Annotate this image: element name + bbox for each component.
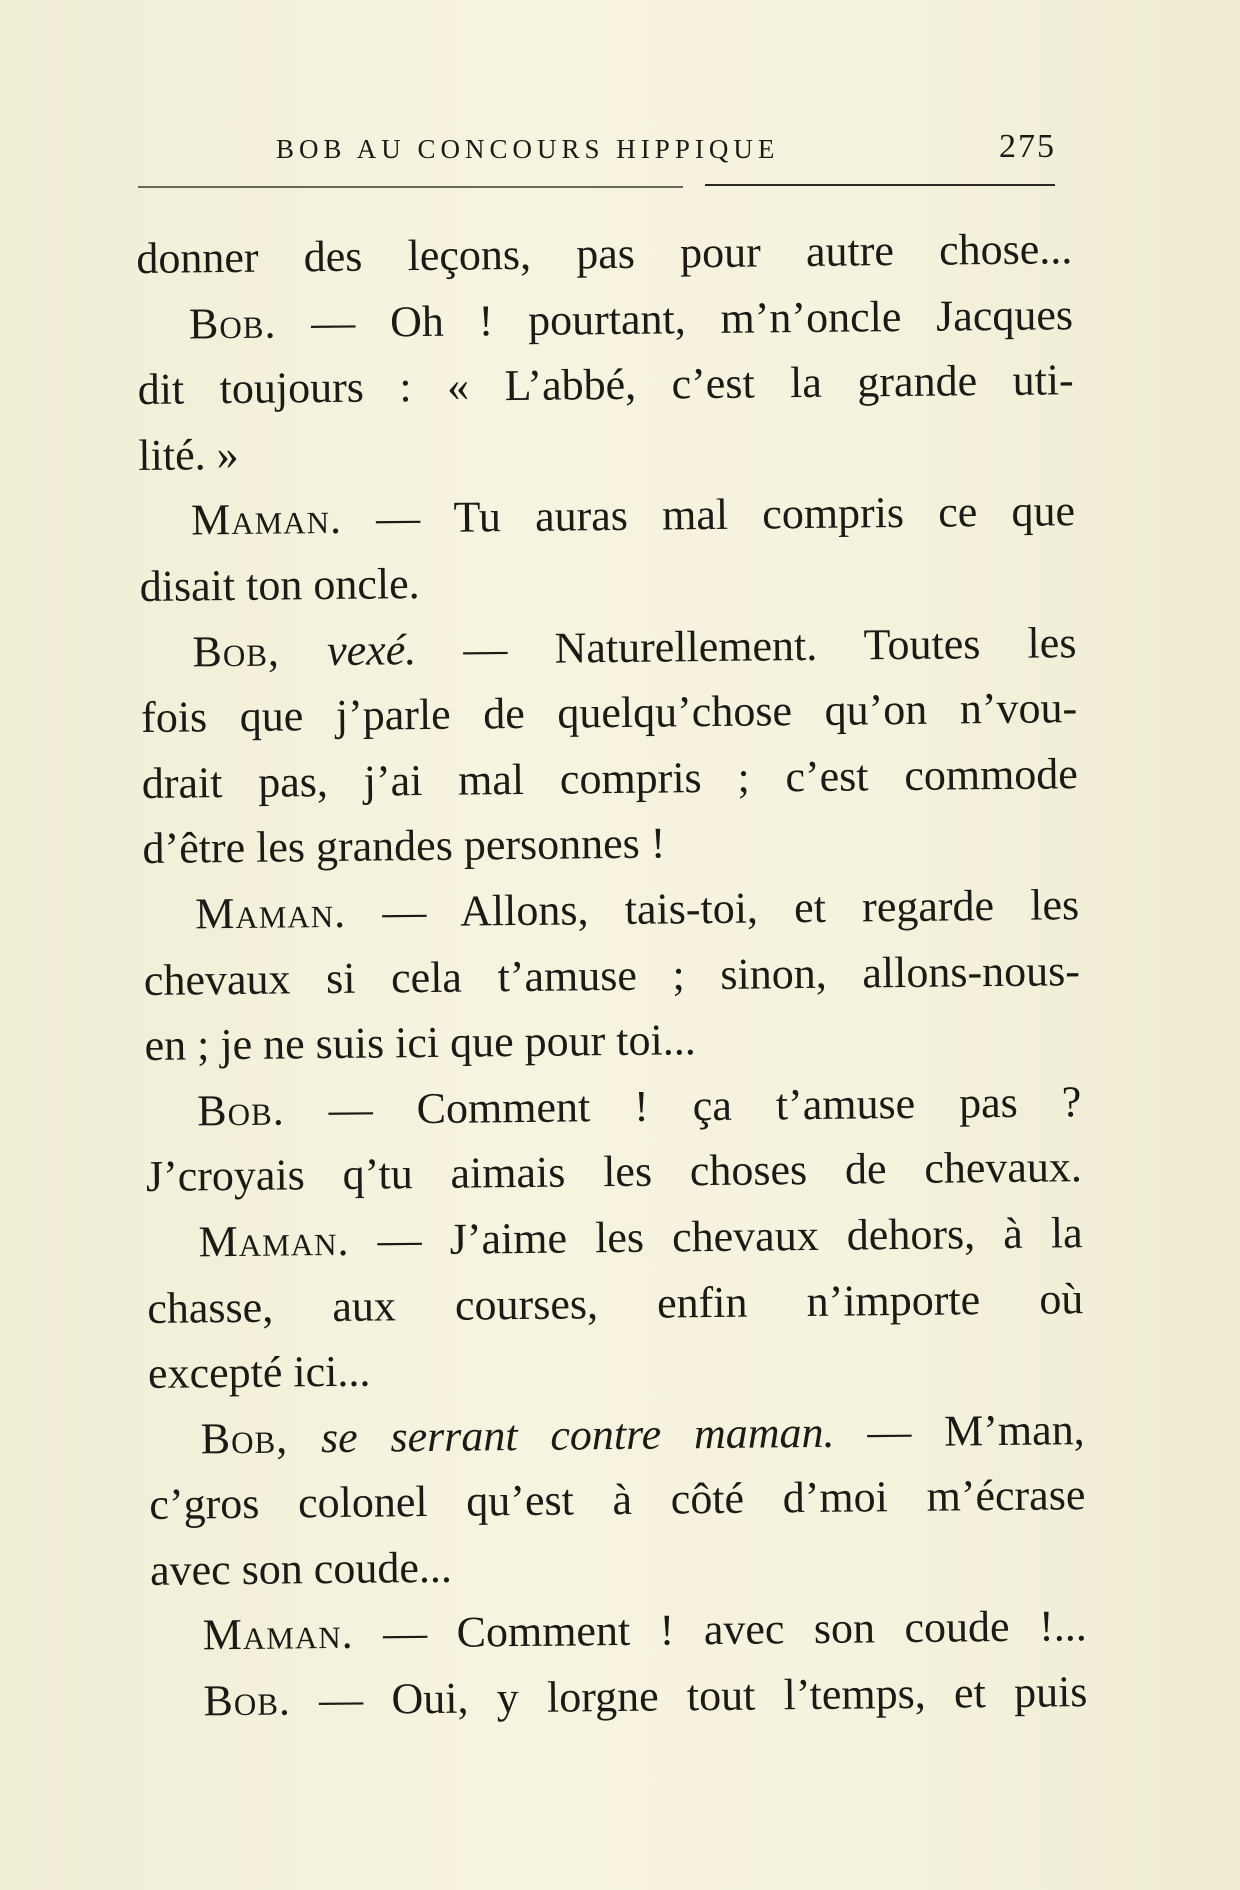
text-line [147,1266,1084,1341]
speaker-name: Bob, [192,626,281,676]
text-line [148,1331,1085,1406]
text-line [137,347,1074,422]
line-text: — M’man, [834,1404,1085,1457]
text-line [141,675,1078,750]
text-line [144,938,1081,1013]
line-text: donner des leçons, pas pour autre chose... [136,224,1073,283]
text-line [146,1134,1083,1209]
speaker-name: Bob. [203,1675,292,1726]
text-line [150,1528,1087,1603]
running-title: BOB AU CONCOURS HIPPIQUE [276,134,780,164]
speaker-name: Maman. [202,1609,354,1660]
text-line [141,741,1078,816]
speaker-name: Maman. [190,494,343,545]
text-line [138,413,1075,488]
line-text: — Oh ! pourtant, m’n’oncle Jacques [276,289,1074,348]
text-line [137,282,1074,357]
text-line [145,1069,1082,1144]
line-text: chasse, aux courses, enfin n’importe où [147,1273,1084,1333]
text-line [139,544,1076,619]
line-text: — J’aime les chevaux dehors, à la [349,1208,1083,1265]
speaker-name: Maman. [198,1215,350,1267]
text-line [136,216,1073,291]
speaker-name: Maman. [194,887,347,939]
line-text: lité. » [138,429,239,480]
header-rule-right [705,184,1055,186]
line-text: chevaux si cela t’amuse ; sinon, allons-nous- [143,945,1081,1005]
line-text: avec son coude... [149,1542,453,1595]
stage-direction: se serrant contre maman. [287,1407,835,1463]
text-line [146,1200,1083,1275]
line-text: — Tu auras mal compris ce que [341,486,1076,544]
text-line [144,1003,1081,1078]
text-line [148,1397,1085,1472]
line-text: — Naturellement. Toutes les [415,617,1077,674]
page-number: 275 [999,128,1056,165]
text-line [140,610,1077,685]
line-text: — Comment ! avec son coude !... [353,1601,1087,1659]
stage-direction: vexé. [279,624,417,676]
speaker-name: Bob. [188,298,277,349]
line-text: dit toujours : « L’abbé, c’est la grande uti- [137,355,1074,415]
speaker-name: Bob, [200,1413,289,1464]
text-line [150,1594,1087,1669]
speaker-name: Bob. [197,1085,285,1136]
text-line [149,1462,1086,1537]
running-head [270,128,1060,168]
line-text: c’gros colonel qu’est à côté d’moi m’écrase [149,1470,1086,1530]
text-line [151,1659,1088,1734]
line-text: — Allons, tais-toi, et regarde les [345,880,1080,937]
line-text: drait pas, j’ai mal compris ; c’est commode [141,748,1079,808]
line-text: d’être les grandes personnes ! [142,818,666,874]
line-text: excepté ici... [147,1346,371,1399]
line-text: en ; je ne suis ici que pour toi... [144,1015,696,1071]
text-line [139,479,1076,554]
line-text: disait ton oncle. [139,559,420,611]
body-text [136,216,1088,1734]
header-rule-left [138,186,683,188]
line-text: — Oui, y lorgne tout l’temps, et puis [290,1667,1088,1725]
line-text: — Comment ! ça t’amuse pas ? [284,1076,1082,1135]
text-line [143,872,1080,947]
line-text: J’croyais q’tu aimais les choses de chevaux. [145,1142,1083,1202]
text-line [142,807,1079,882]
line-text: fois que j’parle de quelqu’chose qu’on n’vou- [140,683,1078,743]
